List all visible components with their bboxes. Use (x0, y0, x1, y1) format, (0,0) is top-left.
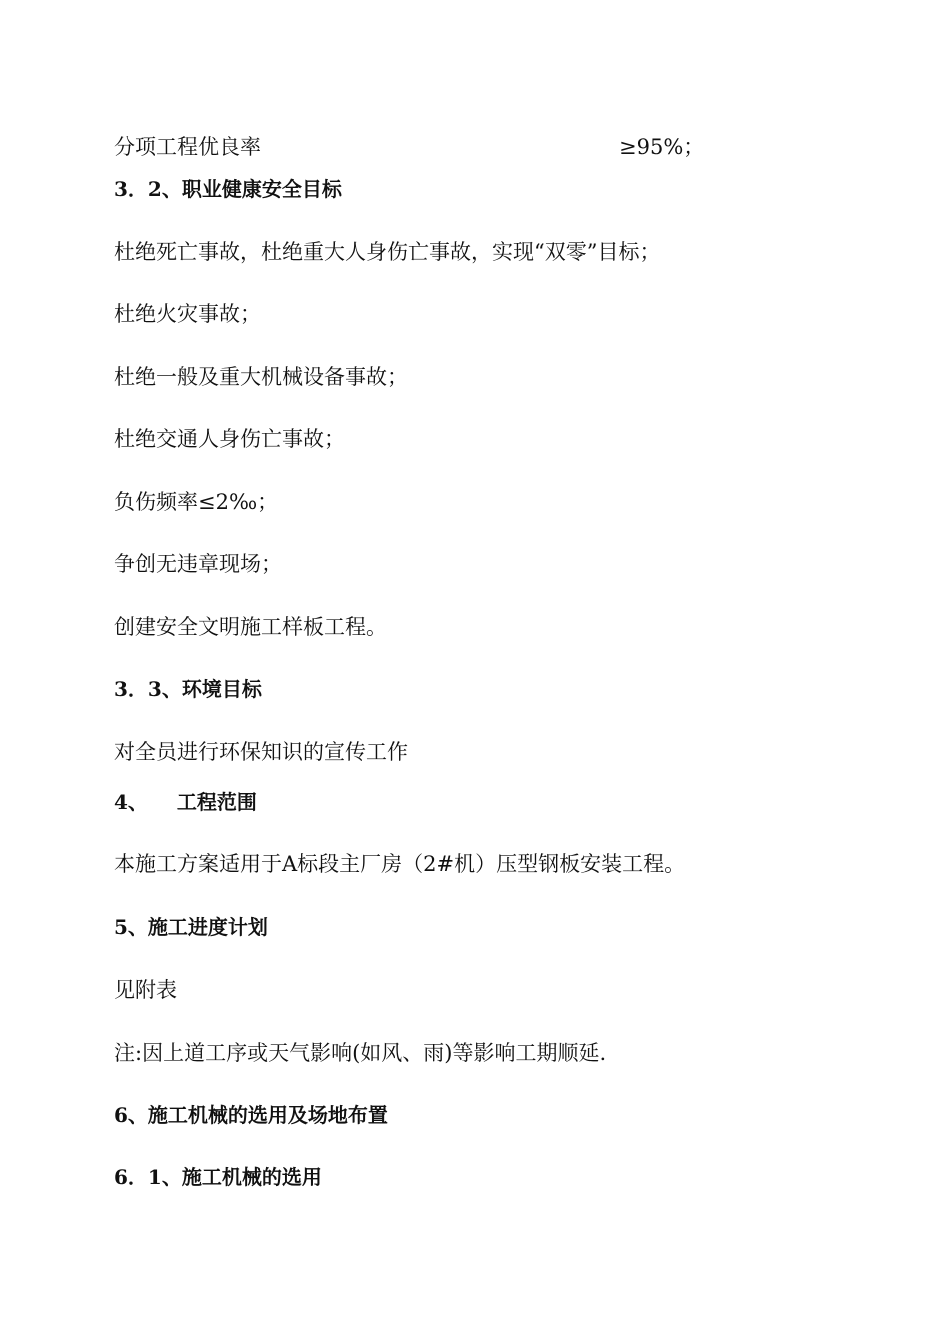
paragraph-line: 争创无违章现场； (114, 552, 282, 576)
heading-3-2: 3．2、职业健康安全目标 (114, 177, 342, 201)
paragraph-line: 杜绝死亡事故，杜绝重大人身伤亡事故，实现“双零”目标； (114, 240, 661, 264)
paragraph-line: 创建安全文明施工样板工程。 (114, 615, 387, 639)
heading-3-3: 3．3、环境目标 (114, 677, 262, 701)
note-line: 注:因上道工序或天气影响(如风、雨)等影响工期顺延. (114, 1041, 607, 1065)
paragraph-line: 杜绝一般及重大机械设备事故； (114, 365, 408, 389)
heading-4 (114, 788, 257, 816)
paragraph-line: 见附表 (114, 978, 177, 1002)
paragraph-line: 对全员进行环保知识的宣传工作 (114, 740, 408, 764)
paragraph-line: 杜绝交通人身伤亡事故； (114, 427, 345, 451)
paragraph-line: 本施工方案适用于A标段主厂房（2#机）压型钢板安装工程。 (114, 852, 686, 876)
heading-title: 工程范围 (176, 790, 257, 814)
quality-rate-label: 分项工程优良率 (114, 135, 261, 159)
quality-rate-row (114, 133, 705, 161)
paragraph-line: 负伤频率≤2‰； (114, 490, 279, 514)
heading-5: 5、施工进度计划 (114, 915, 268, 939)
quality-rate-value: ≥95%； (619, 135, 705, 159)
heading-6: 6、施工机械的选用及场地布置 (114, 1103, 388, 1127)
heading-6-1: 6．1、施工机械的选用 (114, 1165, 322, 1189)
heading-number: 4、 (114, 790, 148, 814)
paragraph-line: 杜绝火灾事故； (114, 302, 261, 326)
